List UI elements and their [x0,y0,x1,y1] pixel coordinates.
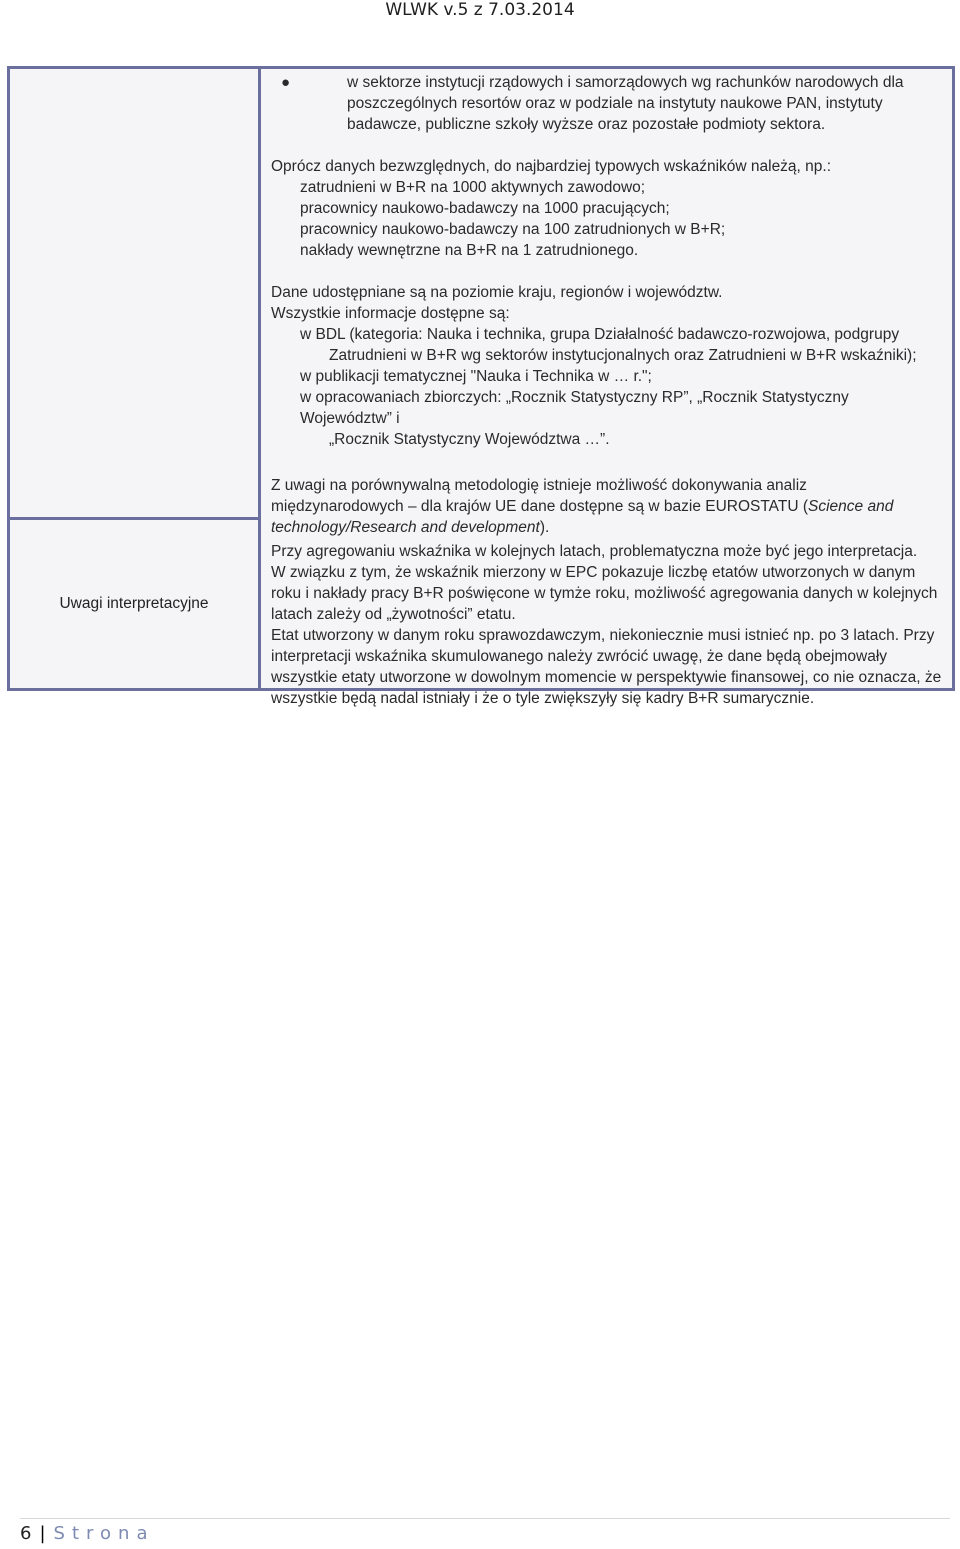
source-bdl: w BDL (kategoria: Nauka i technika, grupa Działalność badawczo-rozwojowa, podgrupy [300,326,900,343]
indicator-item: nakłady wewnętrzne na B+R na 1 zatrudnionego. [300,242,639,259]
source-compilations: w opracowaniach zbiorczych: „Rocznik Statystyczny RP”, „Rocznik Statystyczny Województw” i [300,389,849,427]
indicator-item: zatrudnieni w B+R na 1000 aktywnych zawodowo; [300,179,646,196]
row-label-uwagi: Uwagi interpretacyjne [59,595,209,612]
footer-divider [20,1518,950,1519]
bullet-text: w sektorze instytucji rządowych i samorządowych wg rachunków narodowych dla poszczególnych resortów oraz w podziale na instytuty naukowe PAN, instytuty badawcze, publiczne szkoły wyższe oraz pozostałe podmioty sektora. [347,74,904,133]
page-number: 6 [20,1523,32,1544]
eurostat-text: Z uwagi na porównywalną metodologię istnieje możliwość dokonywania analiz międzynarodowych – dla krajów UE dane dostępne są w bazie EUROSTATU (Science and technology/Research and development). [271,477,894,536]
column-divider [258,69,261,688]
indicator-item: pracownicy naukowo-badawczy na 100 zatrudnionych w B+R; [300,221,726,238]
table-content-cell [271,72,943,709]
indicator-item: pracownicy naukowo-badawczy na 1000 pracujących; [300,200,670,217]
page-word: Strona [53,1523,155,1544]
indicators-intro: Oprócz danych bezwzględnych, do najbardziej typowych wskaźników należą, np.: [271,158,832,175]
eurostat-category: Science and technology/Research and development [271,498,894,536]
interpretation-note-3: Etat utworzony w danym roku sprawozdawczym, niekoniecznie musi istnieć np. po 3 latach. Przy interpretacji wskaźnika skumulowanego należy zwrócić uwagę, że dane będą obejmowały wszystkie etaty utworzone w dowolnym momencie w perspektywie finansowej, co nie oznacza, że wszystkie będą nadal istniały i że o tyle zwiększyły się kadry B+R sumarycznie. [271,627,942,707]
availability-text: Dane udostępniane są na poziomie kraju, regionów i województw. [271,284,723,301]
page-footer: 6 | Strona [20,1523,155,1544]
interpretation-note-2: W związku z tym, że wskaźnik mierzony w EPC pokazuje liczbę etatów utworzonych w danym roku i nakłady pracy B+R poświęcone w tymże roku, możliwość agregowania danych w kolejnych latach zależy od „żywotności” etatu. [271,564,938,623]
source-publication: w publikacji tematycznej "Nauka i Technika w … r."; [300,368,652,385]
page-header: WLWK v.5 z 7.03.2014 [385,0,575,20]
content-table [7,66,955,707]
source-compilations-cont: „Rocznik Statystyczny Województwa …”. [329,431,610,448]
source-bdl-cont: Zatrudnieni w B+R wg sektorów instytucjonalnych oraz Zatrudnieni w B+R wskaźniki); [329,347,917,364]
sources-intro: Wszystkie informacje dostępne są: [271,305,510,322]
list-item [271,72,943,135]
interpretation-note-1: Przy agregowaniu wskaźnika w kolejnych latach, problematyczna może być jego interpretacja. [271,543,918,560]
bullet-icon: ● [281,74,291,91]
